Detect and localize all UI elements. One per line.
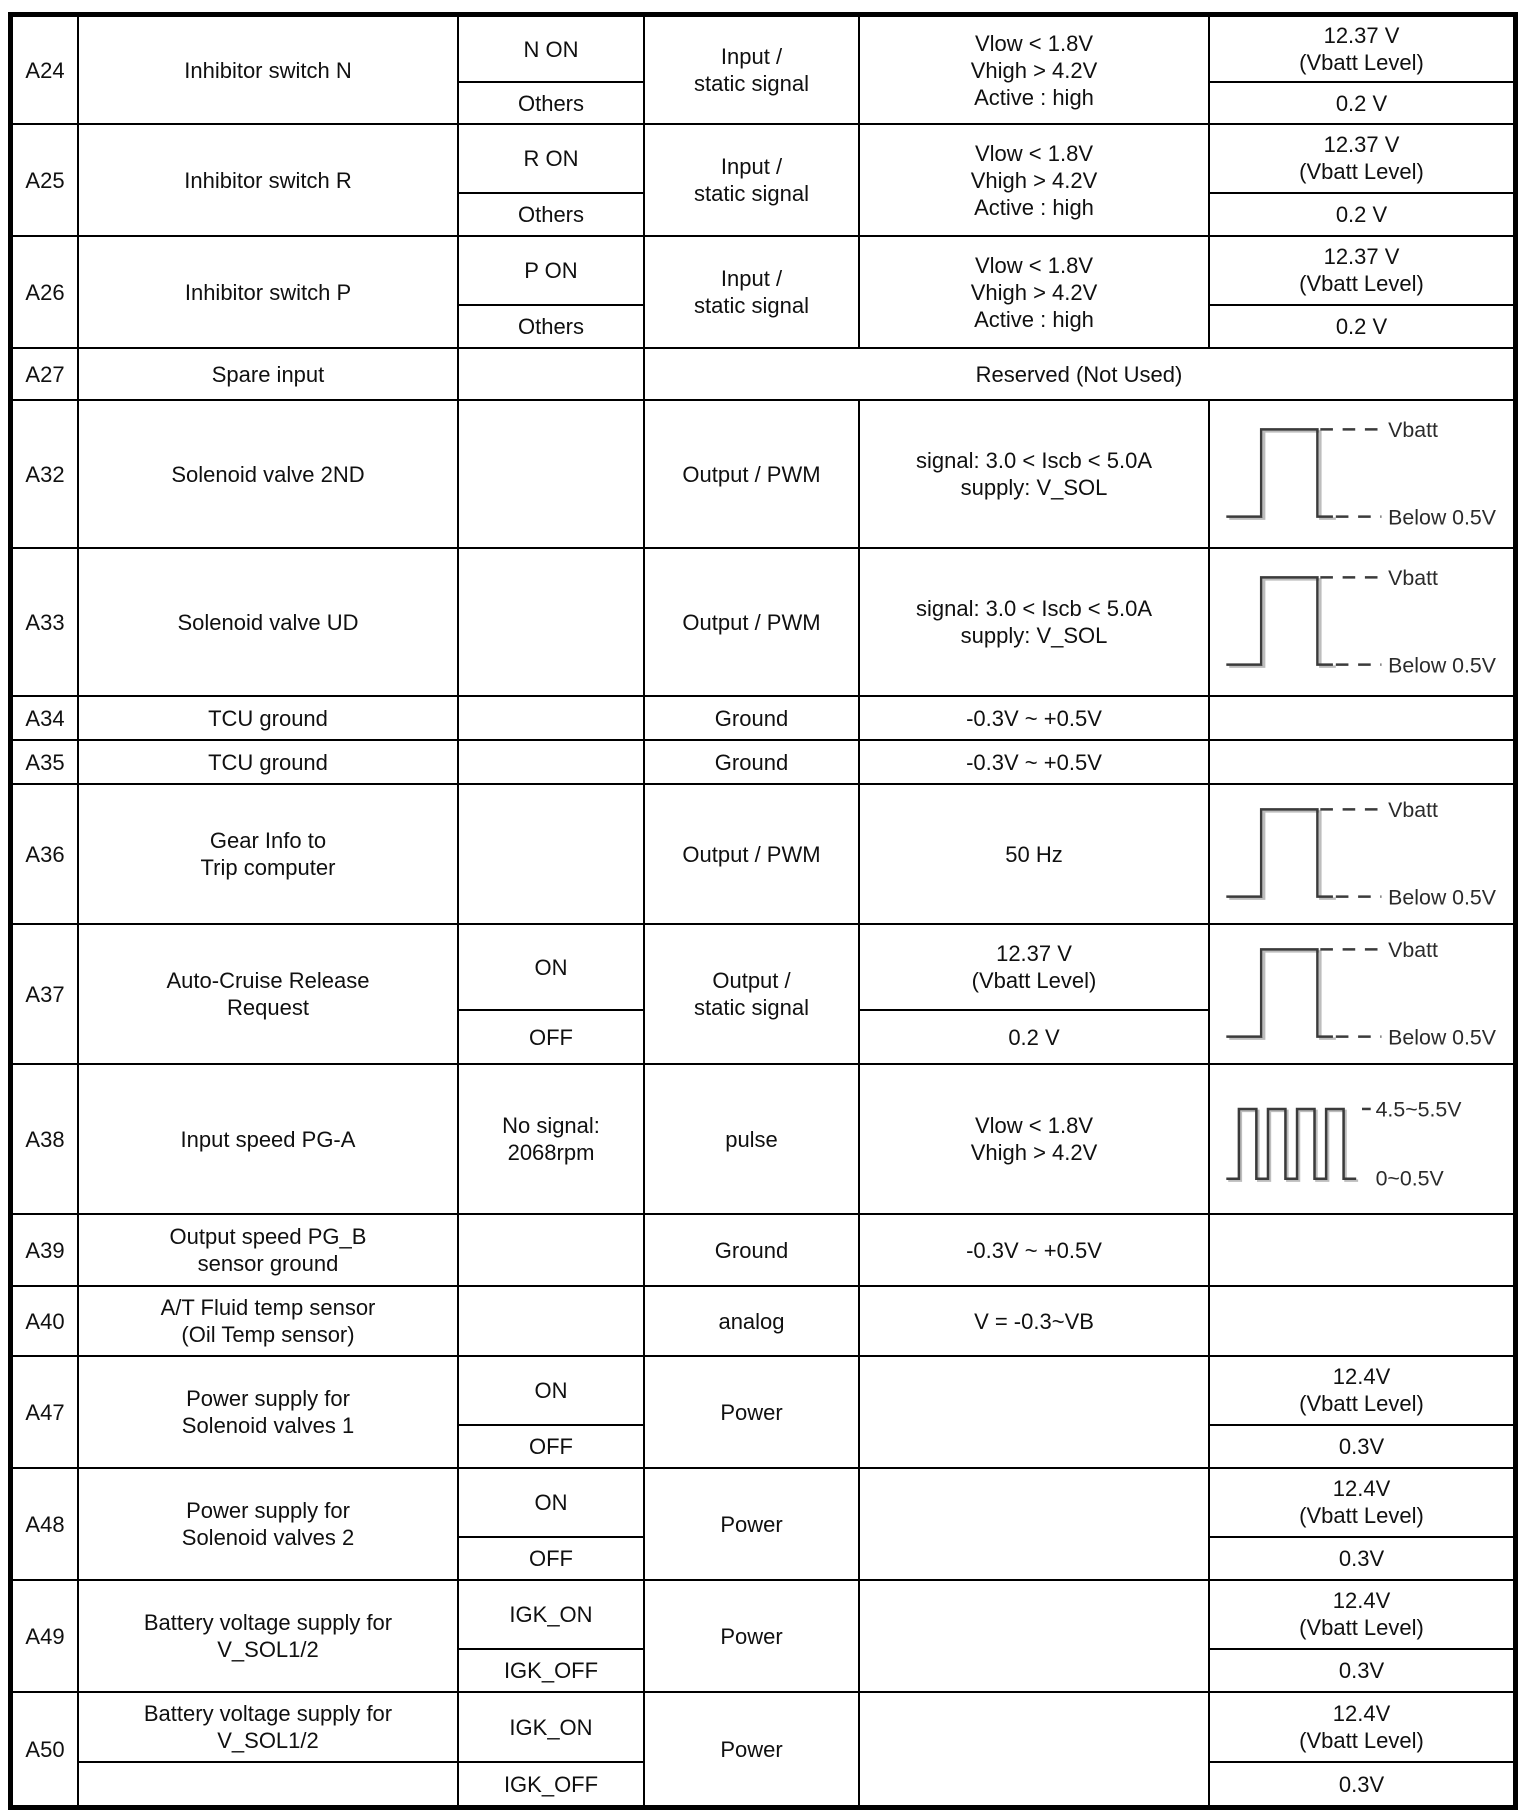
type-text: Power (720, 1736, 783, 1762)
type-text: pulse (725, 1126, 778, 1152)
condition-text: OFF (529, 1545, 573, 1571)
condition-top (459, 1693, 643, 1763)
condition-bottom (459, 1426, 643, 1467)
value-text: 12.37 V (1323, 23, 1400, 49)
pwm-waveform-graphic (1212, 791, 1512, 917)
condition-top (459, 237, 643, 306)
value-cell (1210, 1693, 1513, 1805)
signal-type-cell (645, 1357, 860, 1467)
condition-text: ON (534, 1377, 568, 1403)
spec-text: Vhigh > 4.2V (970, 167, 1098, 193)
waveform-high-label: 4.5~5.5V (1375, 1097, 1461, 1122)
type-text: Output / PWM (682, 461, 821, 487)
description-cell (79, 349, 459, 399)
spec-text: signal: 3.0 < Iscb < 5.0A (915, 596, 1153, 621)
table-row-a24 (13, 17, 1513, 125)
value-bottom (1210, 1650, 1513, 1691)
spec-text: signal: 3.0 < Iscb < 5.0A (915, 448, 1153, 473)
value-cell (1210, 237, 1513, 347)
spec-text: (Vbatt Level) (971, 968, 1097, 994)
reserved-cell (645, 349, 1513, 399)
signal-type-cell (645, 549, 860, 695)
value-cell (1210, 925, 1513, 1063)
value-top (1210, 17, 1513, 83)
condition-text: IGK_OFF (503, 1657, 599, 1683)
description-text: Request (227, 995, 309, 1020)
waveform-low-label: 0~0.5V (1375, 1166, 1444, 1191)
spec-top (860, 925, 1208, 1011)
type-text: analog (718, 1308, 785, 1334)
signal-type-cell (645, 785, 860, 923)
description-text: Solenoid valve 2ND (171, 461, 365, 487)
pin-cell (13, 17, 79, 123)
spec-text: Vhigh > 4.2V (970, 1140, 1098, 1165)
description-cell (79, 1287, 459, 1355)
description-cell (79, 785, 459, 923)
spec-text: -0.3V ~ +0.5V (966, 1237, 1102, 1263)
spec-cell (860, 17, 1210, 123)
condition-text: IGK_OFF (503, 1771, 599, 1797)
value-text: (Vbatt Level) (1299, 1391, 1424, 1417)
condition-cell (459, 1287, 645, 1355)
type-text: Input / (720, 154, 783, 179)
condition-cell (459, 1065, 645, 1213)
pin-label: A50 (25, 1736, 65, 1762)
condition-cell (459, 785, 645, 923)
value-cell (1210, 1357, 1513, 1467)
description-text: Gear Info to (209, 828, 327, 853)
value-bottom (1210, 306, 1513, 347)
pin-label: A49 (25, 1623, 65, 1649)
condition-bottom (459, 1650, 643, 1691)
value-cell (1210, 697, 1513, 739)
waveform-high-label: Vbatt (1387, 418, 1438, 443)
condition-text: IGK_ON (509, 1601, 593, 1627)
value-cell (1210, 1581, 1513, 1691)
value-top (1210, 237, 1513, 306)
value-cell (1210, 1469, 1513, 1579)
description-text: (Oil Temp sensor) (181, 1322, 355, 1347)
description-cell (79, 1693, 459, 1805)
description-text: TCU ground (208, 749, 328, 775)
description-cell (79, 741, 459, 783)
table-row-a35 (13, 741, 1513, 785)
signal-type-cell (645, 925, 860, 1063)
value-text: 0.3V (1338, 1657, 1385, 1683)
value-top (1210, 1581, 1513, 1650)
spec-cell (860, 697, 1210, 739)
value-text: 0.3V (1338, 1771, 1385, 1797)
pin-cell (13, 1287, 79, 1355)
value-text: 12.4V (1332, 1364, 1391, 1390)
table-row-a40 (13, 1287, 1513, 1357)
pin-label: A48 (25, 1511, 65, 1537)
table-row-a38 (13, 1065, 1513, 1215)
signal-type-cell (645, 1469, 860, 1579)
pin-label: A38 (25, 1126, 65, 1152)
spec-cell (860, 401, 1210, 547)
condition-text: Others (517, 90, 585, 116)
type-text: Ground (714, 705, 789, 731)
condition-top (459, 17, 643, 83)
pin-cell (13, 401, 79, 547)
table-row-a36 (13, 785, 1513, 925)
value-bottom (1210, 194, 1513, 235)
description-cell (79, 1357, 459, 1467)
spec-cell (860, 549, 1210, 695)
waveform-high-label: Vbatt (1387, 938, 1438, 963)
pin-cell (13, 741, 79, 783)
condition-text: OFF (529, 1024, 573, 1050)
value-text: (Vbatt Level) (1299, 1615, 1424, 1641)
condition-cell (459, 401, 645, 547)
description-cell (79, 549, 459, 695)
description-text: Solenoid valves 1 (181, 1413, 355, 1438)
description-text: Auto-Cruise Release (166, 968, 370, 993)
description-text: Inhibitor switch N (184, 57, 352, 83)
condition-cell (459, 1693, 645, 1805)
type-text: static signal (694, 181, 809, 206)
spec-text: V = -0.3~VB (974, 1308, 1094, 1334)
condition-bottom (459, 1538, 643, 1579)
description-text: Power supply for (186, 1386, 350, 1411)
description-text: TCU ground (208, 705, 328, 731)
value-text: 0.3V (1338, 1433, 1385, 1459)
pin-cell (13, 349, 79, 399)
type-text: Input / (720, 266, 783, 291)
description-top (79, 1693, 457, 1763)
condition-text: P ON (524, 257, 578, 283)
condition-cell (459, 1357, 645, 1467)
pwm-waveform-graphic (1212, 931, 1512, 1057)
pin-label: A26 (25, 279, 65, 305)
type-text: Power (720, 1623, 783, 1649)
description-text: Inhibitor switch R (184, 167, 352, 193)
table-row-a26 (13, 237, 1513, 349)
description-text: sensor ground (197, 1251, 339, 1276)
type-text: static signal (694, 71, 809, 96)
condition-cell (459, 1215, 645, 1285)
description-text: Solenoid valve UD (177, 609, 359, 635)
tcu-pinout-table (8, 12, 1518, 1810)
value-cell (1210, 401, 1513, 547)
condition-cell (459, 549, 645, 695)
pin-cell (13, 697, 79, 739)
condition-text: OFF (529, 1433, 573, 1459)
pin-cell (13, 1215, 79, 1285)
pin-cell (13, 785, 79, 923)
value-text: (Vbatt Level) (1299, 1728, 1424, 1754)
value-bottom (1210, 83, 1513, 123)
pin-cell (13, 1693, 79, 1805)
pin-cell (13, 125, 79, 235)
value-cell (1210, 1215, 1513, 1285)
description-bottom (79, 1763, 457, 1805)
condition-text: Others (517, 313, 585, 339)
value-cell (1210, 741, 1513, 783)
signal-type-cell (645, 1065, 860, 1213)
type-text: Output / PWM (682, 841, 821, 867)
description-text: Trip computer (200, 855, 336, 880)
description-cell (79, 697, 459, 739)
description-text: Power supply for (186, 1498, 350, 1523)
condition-text: N ON (523, 36, 579, 62)
value-top (1210, 125, 1513, 194)
table-row-a48 (13, 1469, 1513, 1581)
value-text: 12.37 V (1323, 244, 1400, 270)
spec-text: -0.3V ~ +0.5V (966, 749, 1102, 775)
pin-label: A40 (25, 1308, 65, 1334)
signal-type-cell (645, 125, 860, 235)
signal-type-cell (645, 697, 860, 739)
condition-text: ON (534, 954, 568, 980)
description-text: Battery voltage supply for (143, 1701, 393, 1727)
description-cell (79, 125, 459, 235)
waveform-low-label: Below 0.5V (1387, 885, 1496, 910)
condition-text: R ON (523, 145, 579, 171)
table-row-a34 (13, 697, 1513, 741)
value-text: 0.2 V (1335, 201, 1388, 227)
spec-cell (860, 1469, 1210, 1579)
condition-bottom (459, 306, 643, 347)
waveform-low-label: Below 0.5V (1387, 653, 1496, 678)
description-cell (79, 925, 459, 1063)
spec-text: Vlow < 1.8V (974, 252, 1093, 278)
spec-cell (860, 785, 1210, 923)
pwm-waveform-graphic (1212, 411, 1512, 537)
description-text: Input speed PG-A (180, 1126, 356, 1152)
table-row-a25 (13, 125, 1513, 237)
description-cell (79, 1215, 459, 1285)
condition-bottom (459, 1763, 643, 1805)
condition-cell (459, 125, 645, 235)
type-text: Power (720, 1399, 783, 1425)
value-text: 12.4V (1332, 1701, 1391, 1727)
pin-label: A25 (25, 167, 65, 193)
spec-text: Vlow < 1.8V (974, 1113, 1093, 1138)
spec-text: -0.3V ~ +0.5V (966, 705, 1102, 731)
type-text: Power (720, 1511, 783, 1537)
pin-cell (13, 1065, 79, 1213)
spec-text: 0.2 V (1008, 1024, 1060, 1050)
pin-label: A27 (25, 361, 65, 387)
condition-text: No signal: (502, 1113, 600, 1138)
value-cell (1210, 1065, 1513, 1213)
signal-type-cell (645, 741, 860, 783)
table-row-a37 (13, 925, 1513, 1065)
condition-text: IGK_ON (509, 1714, 593, 1740)
type-text: Ground (714, 749, 789, 775)
value-text: 0.2 V (1335, 313, 1388, 339)
condition-top (459, 1357, 643, 1426)
signal-type-cell (645, 401, 860, 547)
signal-type-cell (645, 1215, 860, 1285)
condition-cell (459, 741, 645, 783)
description-cell (79, 237, 459, 347)
description-text: Output speed PG_B (169, 1224, 367, 1249)
value-cell (1210, 1287, 1513, 1355)
spec-cell (860, 925, 1210, 1063)
spec-cell (860, 1287, 1210, 1355)
description-text: Battery voltage supply for (143, 1610, 393, 1635)
spec-cell (860, 741, 1210, 783)
value-text: (Vbatt Level) (1299, 159, 1424, 185)
condition-cell (459, 697, 645, 739)
spec-cell (860, 1065, 1210, 1213)
spec-text: Vhigh > 4.2V (970, 279, 1098, 305)
value-cell (1210, 125, 1513, 235)
pin-label: A37 (25, 981, 65, 1007)
value-text: 12.4V (1332, 1588, 1391, 1614)
condition-cell (459, 237, 645, 347)
spec-text: Vlow < 1.8V (974, 140, 1093, 166)
value-bottom (1210, 1538, 1513, 1579)
waveform-low-label: Below 0.5V (1387, 505, 1496, 530)
type-text: Input / (720, 44, 783, 69)
table-row-a49 (13, 1581, 1513, 1693)
table-row-a47 (13, 1357, 1513, 1469)
description-cell (79, 17, 459, 123)
spec-text: Vlow < 1.8V (974, 30, 1093, 56)
spec-text: Vhigh > 4.2V (970, 57, 1098, 83)
pin-label: A32 (25, 461, 65, 487)
spec-text: Active : high (974, 306, 1094, 332)
pin-cell (13, 1469, 79, 1579)
pin-cell (13, 925, 79, 1063)
value-top (1210, 1693, 1513, 1763)
spec-text: 12.37 V (996, 941, 1072, 967)
value-cell (1210, 17, 1513, 123)
signal-type-cell (645, 17, 860, 123)
waveform-high-label: Vbatt (1387, 566, 1438, 591)
value-top (1210, 1469, 1513, 1538)
description-cell (79, 1065, 459, 1213)
table-row-a33 (13, 549, 1513, 697)
condition-text: ON (534, 1489, 568, 1515)
condition-bottom (459, 194, 643, 235)
type-text: Output / PWM (682, 609, 821, 635)
condition-bottom (459, 83, 643, 123)
pin-label: A39 (25, 1237, 65, 1263)
spec-cell (860, 125, 1210, 235)
signal-type-cell (645, 1287, 860, 1355)
condition-top (459, 125, 643, 194)
spec-cell (860, 1581, 1210, 1691)
pin-label: A24 (25, 57, 65, 83)
value-text: 0.3V (1338, 1545, 1385, 1571)
value-cell (1210, 549, 1513, 695)
signal-type-cell (645, 1693, 860, 1805)
table-row-a39 (13, 1215, 1513, 1287)
type-text: Output / (712, 968, 791, 993)
pin-label: A33 (25, 609, 65, 635)
value-text: 12.4V (1332, 1476, 1391, 1502)
reserved-text: Reserved (Not Used) (975, 361, 1183, 387)
description-cell (79, 1469, 459, 1579)
value-bottom (1210, 1426, 1513, 1467)
type-text: static signal (694, 293, 809, 318)
spec-bottom (860, 1011, 1208, 1063)
waveform-high-label: Vbatt (1387, 798, 1438, 823)
waveform-low-label: Below 0.5V (1387, 1025, 1496, 1050)
type-text: Ground (714, 1237, 789, 1263)
description-text: Spare input (211, 361, 325, 387)
condition-cell (459, 1469, 645, 1579)
spec-text: supply: V_SOL (960, 623, 1108, 648)
pin-cell (13, 549, 79, 695)
condition-bottom (459, 1011, 643, 1063)
description-text: A/T Fluid temp sensor (160, 1295, 376, 1320)
value-cell (1210, 785, 1513, 923)
value-bottom (1210, 1763, 1513, 1805)
description-text: Inhibitor switch P (184, 279, 352, 305)
value-text: (Vbatt Level) (1299, 50, 1424, 76)
condition-top (459, 925, 643, 1011)
value-text: (Vbatt Level) (1299, 271, 1424, 297)
pin-label: A36 (25, 841, 65, 867)
pulse-train-waveform-graphic (1212, 1076, 1512, 1202)
spec-cell (860, 1215, 1210, 1285)
table-row-a50 (13, 1693, 1513, 1805)
description-cell (79, 401, 459, 547)
value-text: (Vbatt Level) (1299, 1503, 1424, 1529)
value-text: 0.2 V (1335, 90, 1388, 116)
value-text: 12.37 V (1323, 132, 1400, 158)
spec-cell (860, 1693, 1210, 1805)
table-row-a27 (13, 349, 1513, 401)
pin-cell (13, 1581, 79, 1691)
pin-label: A35 (25, 749, 65, 775)
condition-cell (459, 925, 645, 1063)
spec-cell (860, 237, 1210, 347)
condition-cell (459, 17, 645, 123)
type-text: static signal (694, 995, 809, 1020)
condition-cell (459, 1581, 645, 1691)
condition-cell (459, 349, 645, 399)
pin-label: A47 (25, 1399, 65, 1425)
spec-text: 50 Hz (1005, 841, 1063, 867)
description-cell (79, 1581, 459, 1691)
spec-text: supply: V_SOL (960, 475, 1108, 500)
signal-type-cell (645, 237, 860, 347)
condition-text: Others (517, 201, 585, 227)
pin-cell (13, 237, 79, 347)
signal-type-cell (645, 1581, 860, 1691)
description-text: V_SOL1/2 (217, 1637, 319, 1662)
spec-text: Active : high (974, 84, 1094, 110)
spec-text: Active : high (974, 194, 1094, 220)
condition-top (459, 1469, 643, 1538)
description-text: Solenoid valves 2 (181, 1525, 355, 1550)
pwm-waveform-graphic (1212, 559, 1512, 685)
condition-top (459, 1581, 643, 1650)
table-row-a32 (13, 401, 1513, 549)
pin-cell (13, 1357, 79, 1467)
description-text: V_SOL1/2 (217, 1728, 319, 1754)
condition-text: 2068rpm (507, 1140, 595, 1165)
value-top (1210, 1357, 1513, 1426)
spec-cell (860, 1357, 1210, 1467)
pin-label: A34 (25, 705, 65, 731)
